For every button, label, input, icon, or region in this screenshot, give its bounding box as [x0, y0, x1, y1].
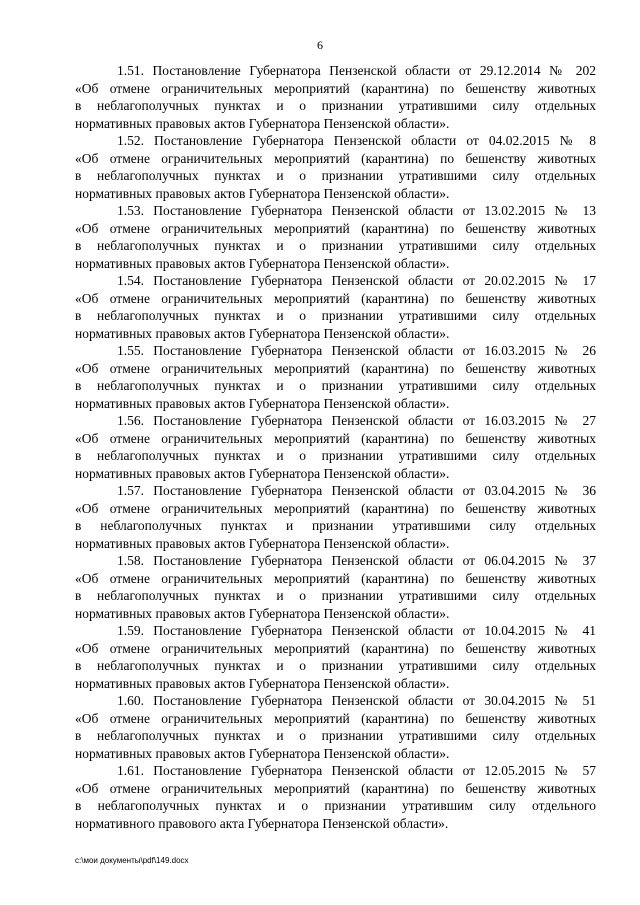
decree-text-line: в неблагополучных пунктах и о признании утратившими силу отдельных — [75, 308, 596, 323]
decree-heading-line: 1.55. Постановление Губернатора Пензенской области от 16.03.2015 № 26 — [117, 343, 596, 358]
decree-text-line: нормативных правовых актов Губернатора Пензенской области». — [75, 395, 450, 411]
decree-heading-line: 1.59. Постановление Губернатора Пензенской области от 10.04.2015 № 41 — [117, 623, 596, 638]
decree-text-line: нормативных правовых актов Губернатора Пензенской области». — [75, 325, 450, 341]
decree-heading-line: 1.57. Постановление Губернатора Пензенской области от 03.04.2015 № 36 — [117, 483, 596, 498]
document-body — [75, 62, 596, 832]
decree-text-line: нормативных правовых актов Губернатора Пензенской области». — [75, 465, 450, 481]
decree-text-line: в неблагополучных пунктах и о признании утратившими силу отдельных — [75, 168, 596, 183]
decree-text-line: «Об отмене ограничительных мероприятий (карантина) по бешенству животных — [75, 150, 596, 166]
decree-text-line: в неблагополучных пунктах и о признании утратившими силу отдельных — [75, 238, 596, 253]
decree-list-item — [75, 622, 596, 692]
decree-text-line: «Об отмене ограничительных мероприятий (карантина) по бешенству животных — [75, 220, 596, 236]
decree-text-line: в неблагополучных пунктах и о признании утратившими силу отдельных — [75, 448, 596, 463]
decree-list-item — [75, 272, 596, 342]
footer-file-path: c:\мои документы\pdf\149.docx — [75, 856, 189, 865]
decree-heading-line: 1.54. Постановление Губернатора Пензенской области от 20.02.2015 № 17 — [117, 273, 596, 288]
decree-list-item — [75, 412, 596, 482]
decree-text-line: «Об отмене ограничительных мероприятий (карантина) по бешенству животных — [75, 780, 596, 796]
decree-list-item — [75, 692, 596, 762]
decree-list-item — [75, 132, 596, 202]
decree-text-line: в неблагополучных пунктах и о признании утратившими силу отдельных — [75, 378, 596, 393]
decree-heading-line: 1.52. Постановление Губернатора Пензенской области от 04.02.2015 № 8 — [117, 133, 596, 148]
decree-text-line: нормативных правовых актов Губернатора Пензенской области». — [75, 535, 450, 551]
decree-text-line: нормативных правовых актов Губернатора Пензенской области». — [75, 185, 450, 201]
decree-heading-line: 1.56. Постановление Губернатора Пензенской области от 16.03.2015 № 27 — [117, 413, 596, 428]
decree-list-item — [75, 342, 596, 412]
decree-text-line: «Об отмене ограничительных мероприятий (карантина) по бешенству животных — [75, 570, 596, 586]
page-number: 6 — [317, 38, 323, 52]
decree-text-line: нормативных правовых актов Губернатора Пензенской области». — [75, 675, 450, 691]
decree-list-item — [75, 482, 596, 552]
decree-text-line: «Об отмене ограничительных мероприятий (карантина) по бешенству животных — [75, 500, 596, 516]
decree-text-line: «Об отмене ограничительных мероприятий (карантина) по бешенству животных — [75, 80, 596, 96]
decree-text-line: в неблагополучных пунктах и о признании утратившими силу отдельных — [75, 728, 596, 743]
decree-text-line: «Об отмене ограничительных мероприятий (карантина) по бешенству животных — [75, 430, 596, 446]
decree-text-line: в неблагополучных пунктах и о признании утратившими силу отдельных — [75, 98, 596, 113]
decree-list-item — [75, 552, 596, 622]
decree-text-line: «Об отмене ограничительных мероприятий (карантина) по бешенству животных — [75, 290, 596, 306]
decree-text-line: «Об отмене ограничительных мероприятий (карантина) по бешенству животных — [75, 710, 596, 726]
decree-heading-line: 1.61. Постановление Губернатора Пензенской области от 12.05.2015 № 57 — [117, 763, 596, 778]
decree-text-line: в неблагополучных пунктах и о признании утратившими силу отдельных — [75, 588, 596, 603]
decree-list-item — [75, 762, 596, 832]
decree-text-line: нормативных правовых актов Губернатора Пензенской области». — [75, 745, 450, 761]
decree-heading-line: 1.60. Постановление Губернатора Пензенской области от 30.04.2015 № 51 — [117, 693, 596, 708]
decree-list-item — [75, 62, 596, 132]
decree-text-line: в неблагополучных пунктах и о признании утратившим силу отдельного — [75, 798, 596, 813]
decree-heading-line: 1.53. Постановление Губернатора Пензенской области от 13.02.2015 № 13 — [117, 203, 596, 218]
decree-heading-line: 1.58. Постановление Губернатора Пензенской области от 06.04.2015 № 37 — [117, 553, 596, 568]
decree-text-line: в неблагополучных пунктах и о признании утратившими силу отдельных — [75, 658, 596, 673]
decree-text-line: нормативных правовых актов Губернатора Пензенской области». — [75, 115, 450, 131]
decree-text-line: нормативного правового акта Губернатора Пензенской области». — [75, 815, 449, 831]
decree-text-line: «Об отмене ограничительных мероприятий (карантина) по бешенству животных — [75, 360, 596, 376]
decree-list-item — [75, 202, 596, 272]
decree-text-line: нормативных правовых актов Губернатора Пензенской области». — [75, 605, 450, 621]
decree-text-line: в неблагополучных пунктах и признании утратившими силу отдельных — [75, 518, 596, 533]
decree-text-line: нормативных правовых актов Губернатора Пензенской области». — [75, 255, 450, 271]
decree-heading-line: 1.51. Постановление Губернатора Пензенской области от 29.12.2014 № 202 — [117, 63, 596, 78]
decree-text-line: «Об отмене ограничительных мероприятий (карантина) по бешенству животных — [75, 640, 596, 656]
